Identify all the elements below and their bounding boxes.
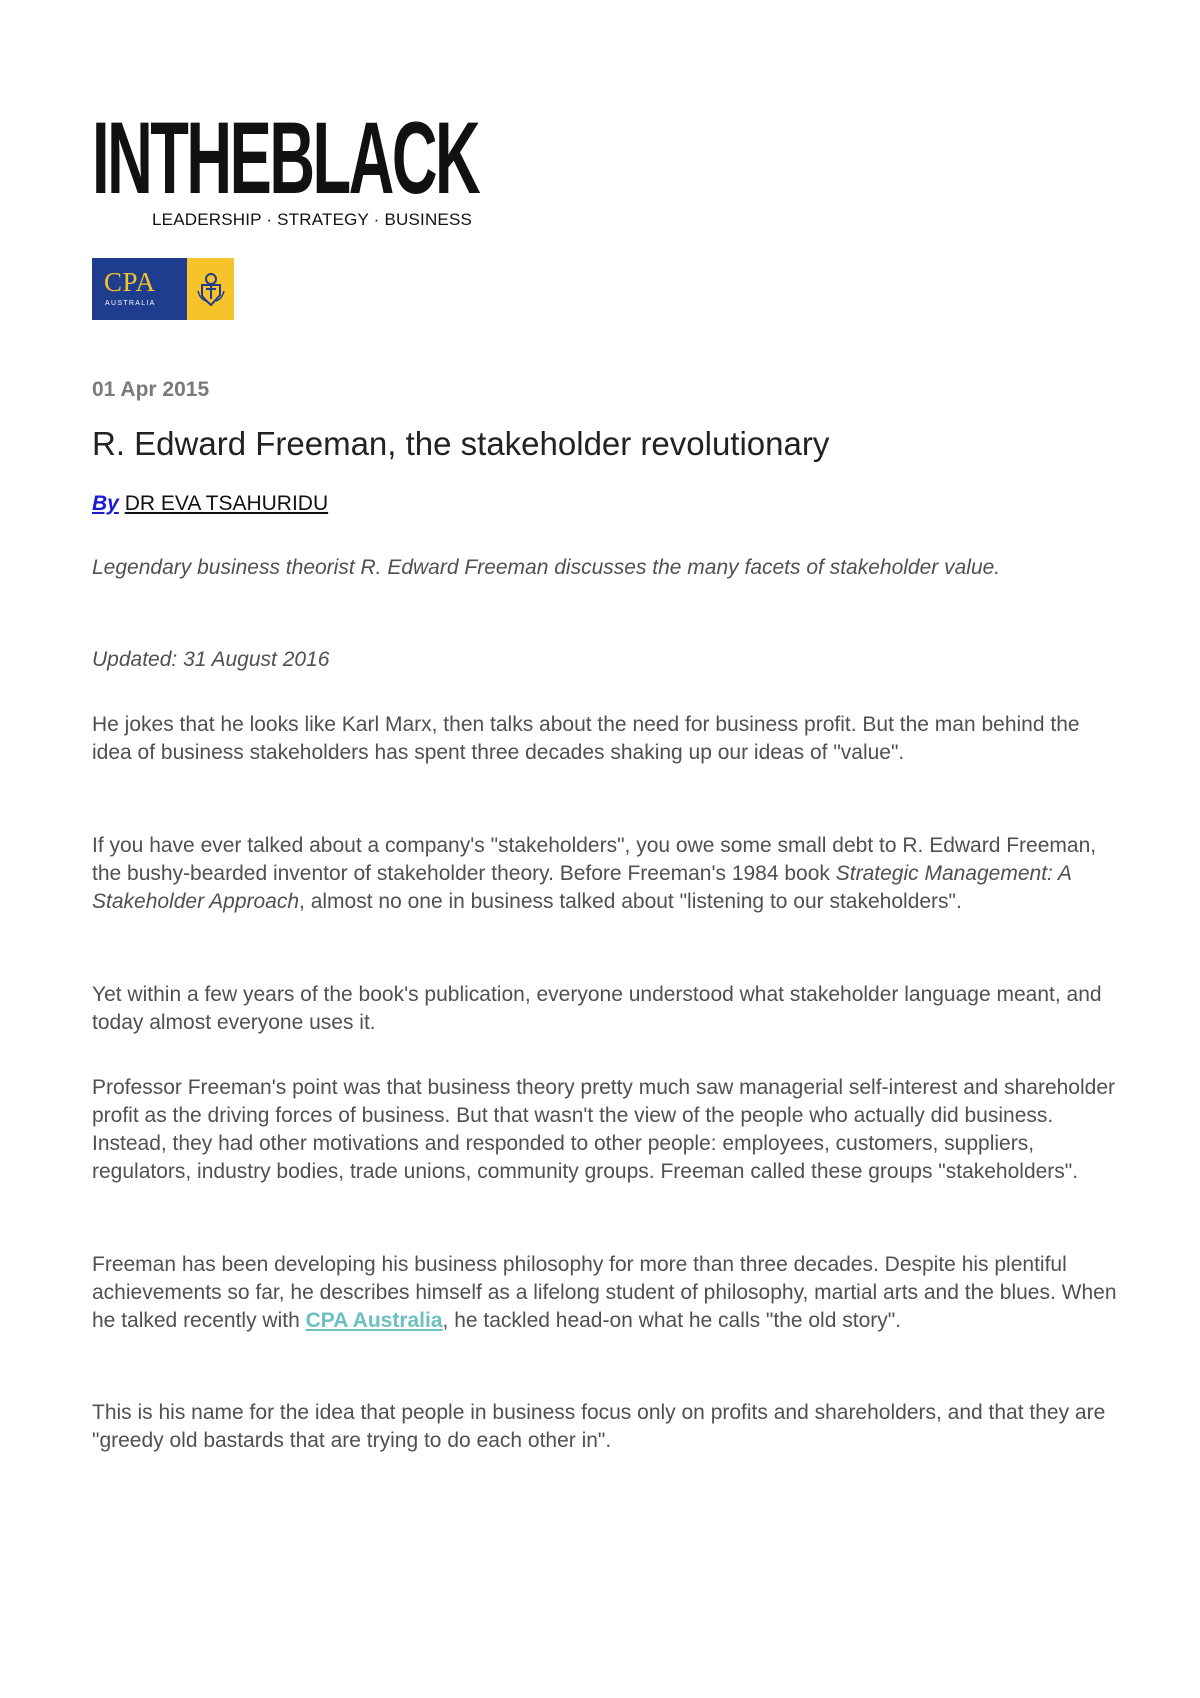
byline-by-link[interactable]: By [92,492,119,515]
byline-author-link[interactable]: DR EVA TSAHURIDU [124,492,329,515]
cpa-logo-subtext: AUSTRALIA [105,300,156,307]
paragraph-2-text-a: If you have ever talked about a company's "stakeholders", you owe some small debt to R. Edward Freeman, the bushy-bearded inventor of stakeholder theory. Before Freeman's 1984 book [92,834,1097,885]
paragraph-5-text-b: , he tackled head-on what he calls "the old story". [442,1309,902,1332]
paragraph-5-text-a: Freeman has been developing his business philosophy for more than three decades. Despite his plentiful achievements so far, he describes himself as a lifelong student of philosophy, martial arts and the blues. When he talked recently with [92,1253,1117,1332]
cpa-logo-crest-panel [187,258,234,320]
masthead-tagline: LEADERSHIP · STRATEGY · BUSINESS [152,210,473,229]
article-byline [92,492,328,516]
crest-icon [196,271,226,307]
cpa-logo-blue-panel [92,258,187,320]
cpa-australia-logo [92,258,234,320]
article-headline: R. Edward Freeman, the stakeholder revolutionary [92,425,830,462]
article-updated-date: Updated: 31 August 2016 [92,648,330,671]
cpa-australia-link[interactable]: CPA Australia [305,1309,443,1332]
masthead-title: INTHEBLACK [92,101,479,215]
article-paragraph-2 [92,832,1122,916]
article-standfirst: Legendary business theorist R. Edward Freeman discusses the many facets of stakeholder value. [92,556,1001,579]
paragraph-2-text-b: , almost no one in business talked about "listening to our stakeholders". [299,890,962,913]
book-title: Strategic Management: A Stakeholder Approach [92,862,1072,913]
cpa-logo-word: CPA [104,267,156,297]
article-paragraph-4: Professor Freeman's point was that business theory pretty much saw managerial self-interest and shareholder profit as the driving forces of business. But that wasn't the view of the people who actually did business. Instead, they had other motivations and responded to other people: employees, customers, suppliers, regulators, industry bodies, trade unions, community groups. Freeman called these groups "stakeholders". [92,1076,1116,1183]
article-date: 01 Apr 2015 [92,378,210,401]
masthead-logo [92,101,479,229]
article-paragraph-5 [92,1251,1122,1335]
article-paragraph-1: He jokes that he looks like Karl Marx, then talks about the need for business profit. But the man behind the idea of business stakeholders has spent three decades shaking up our ideas of "value". [92,713,1080,764]
article-paragraph-6: This is his name for the idea that people in business focus only on profits and shareholders, and that they are "greedy old bastards that are trying to do each other in". [92,1401,1106,1452]
article-paragraph-3: Yet within a few years of the book's publication, everyone understood what stakeholder language meant, and today almost everyone uses it. [92,983,1102,1034]
